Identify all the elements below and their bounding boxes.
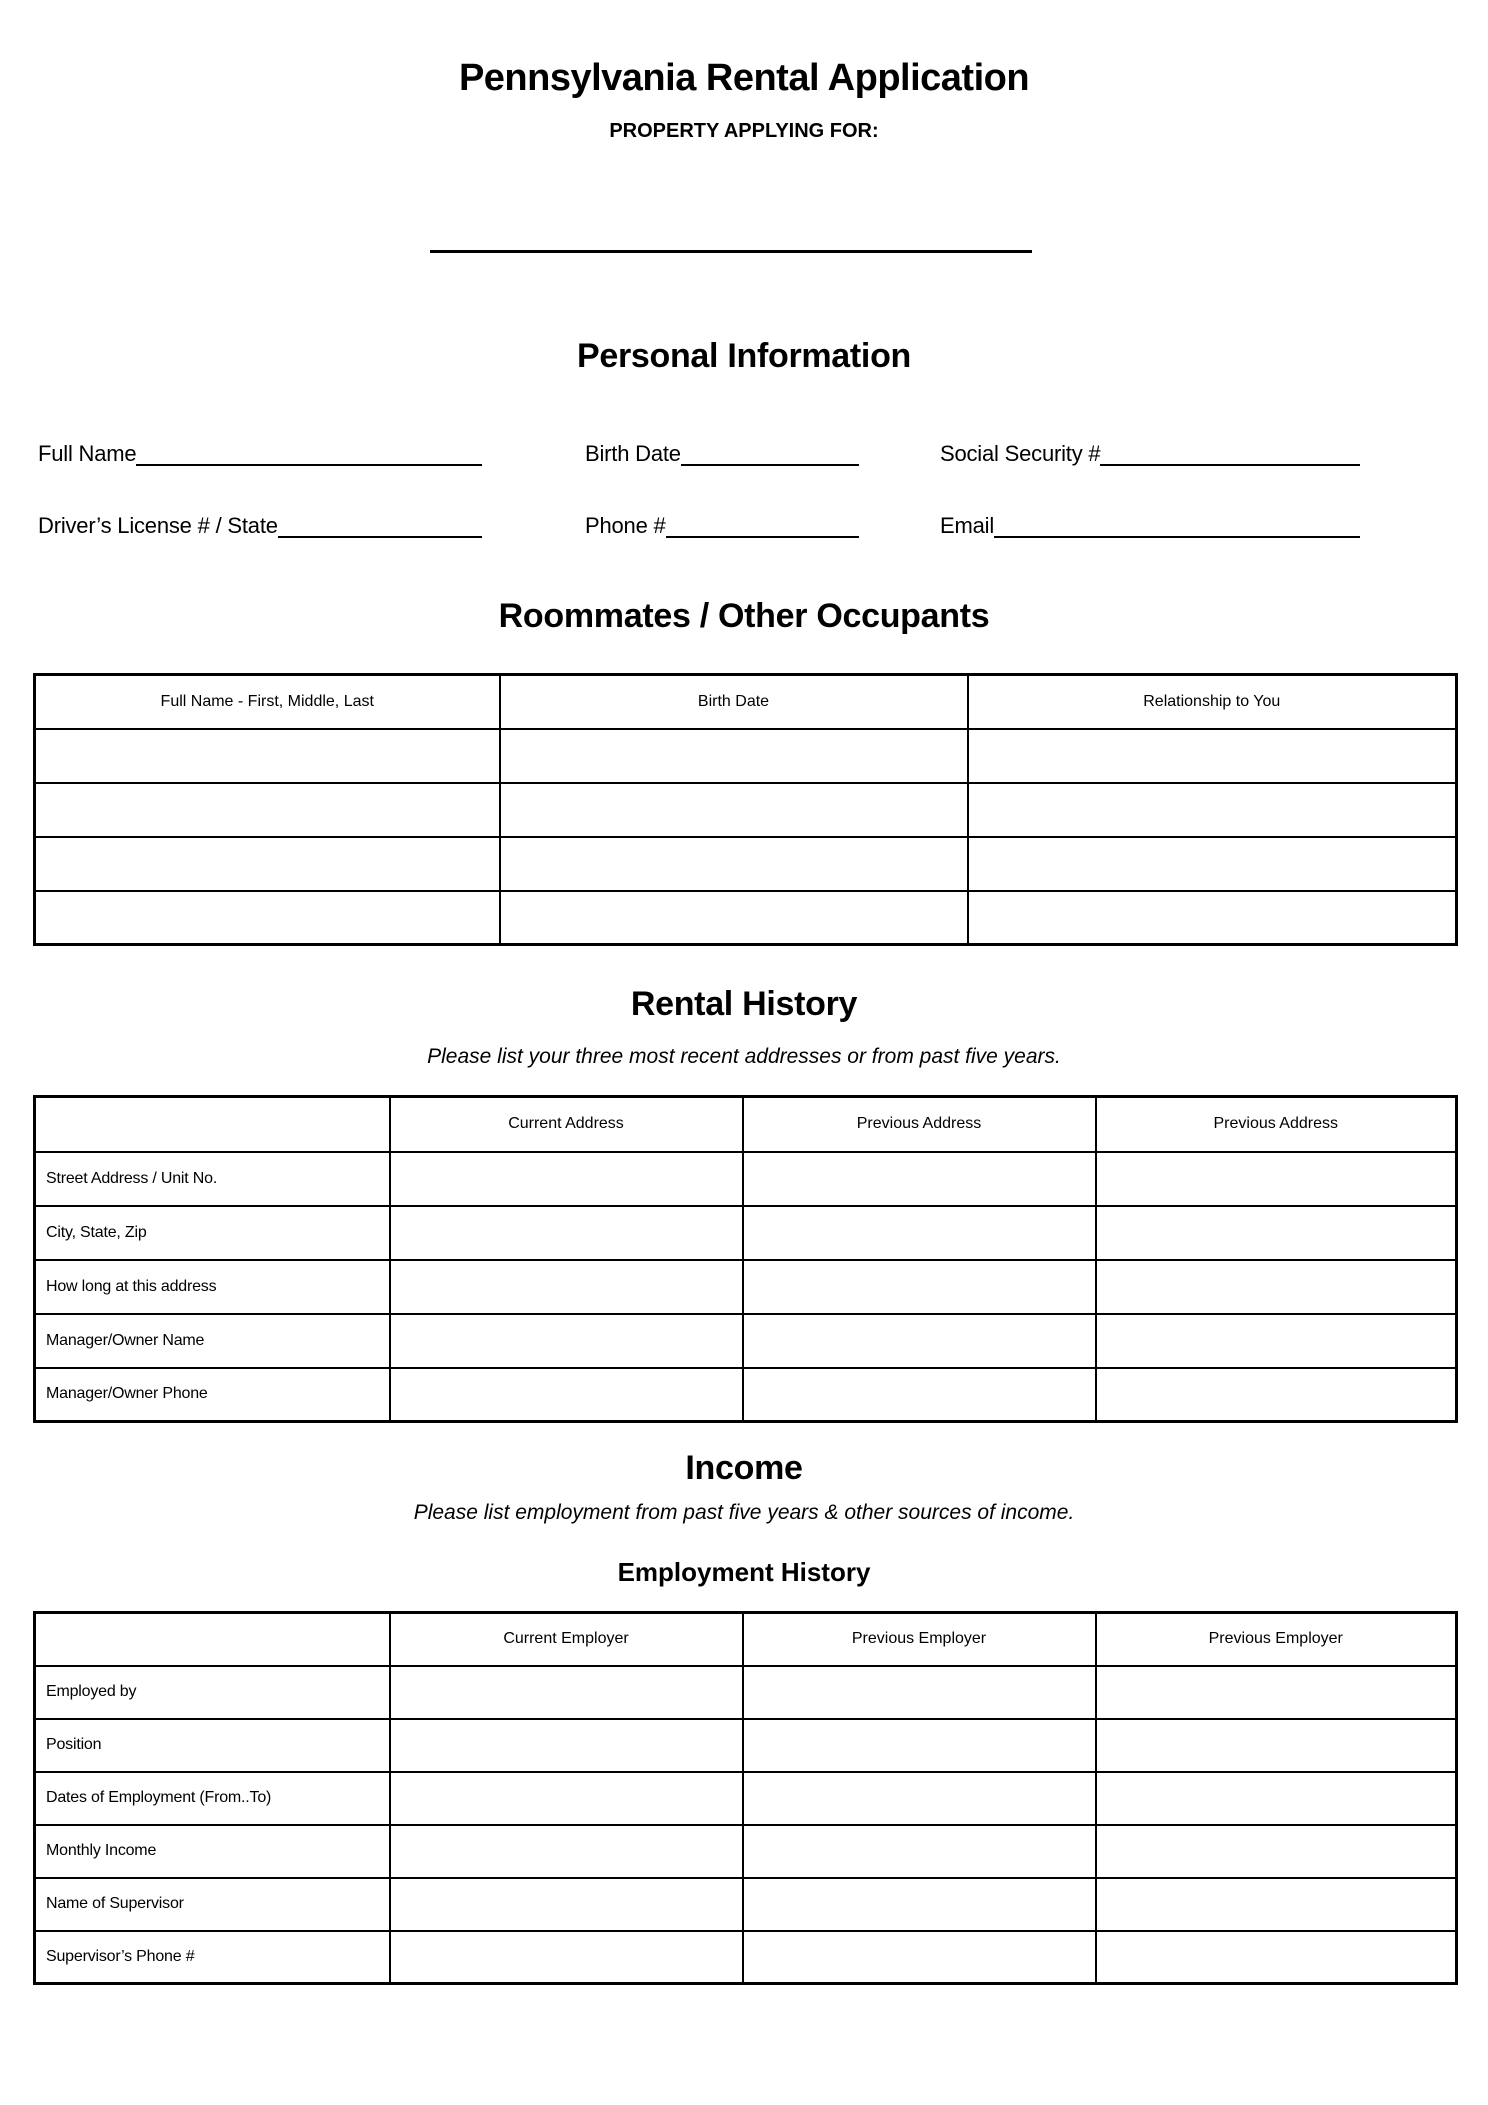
- row-label-manager-phone: Manager/Owner Phone: [35, 1368, 390, 1422]
- employed-by-cell[interactable]: [390, 1666, 743, 1719]
- field-phone: [585, 508, 859, 538]
- manager-name-cell[interactable]: [1096, 1314, 1457, 1368]
- drivers-license-fill-line[interactable]: [278, 506, 482, 538]
- phone-fill-line[interactable]: [666, 506, 859, 538]
- roommates-col-birth-date: Birth Date: [500, 675, 968, 729]
- full-name-fill-line[interactable]: [136, 434, 482, 466]
- section-heading-rental-history: Rental History: [630, 985, 858, 1023]
- sub-heading-employment-history: Employment History: [617, 1557, 871, 1587]
- roommate-birth-date-cell[interactable]: [500, 837, 968, 891]
- employed-by-cell[interactable]: [743, 1666, 1096, 1719]
- section-heading-income: Income: [685, 1449, 803, 1487]
- roommate-name-cell[interactable]: [35, 837, 500, 891]
- employment-history-table: [33, 1611, 1458, 1985]
- monthly-income-cell[interactable]: [390, 1825, 743, 1878]
- row-label-supervisor-name: Name of Supervisor: [35, 1878, 390, 1931]
- street-address-cell[interactable]: [743, 1152, 1096, 1206]
- dates-of-employment-cell[interactable]: [390, 1772, 743, 1825]
- field-birth-date: [585, 436, 859, 466]
- row-label-monthly-income: Monthly Income: [35, 1825, 390, 1878]
- phone-label: Phone #: [585, 512, 666, 538]
- manager-phone-cell[interactable]: [390, 1368, 743, 1422]
- supervisor-name-cell[interactable]: [1096, 1878, 1457, 1931]
- employment-col-previous-employer-2: Previous Employer: [1096, 1613, 1457, 1666]
- field-drivers-license: [38, 508, 482, 538]
- email-label: Email: [940, 512, 995, 538]
- rental-history-note: Please list your three most recent addresses or from past five years.: [427, 1045, 1061, 1068]
- city-state-zip-cell[interactable]: [743, 1206, 1096, 1260]
- roommates-table: [33, 673, 1458, 946]
- row-label-manager-name: Manager/Owner Name: [35, 1314, 390, 1368]
- supervisor-name-cell[interactable]: [390, 1878, 743, 1931]
- row-label-street-address: Street Address / Unit No.: [35, 1152, 390, 1206]
- roommates-col-relationship: Relationship to You: [968, 675, 1457, 729]
- row-label-dates-of-employment: Dates of Employment (From..To): [35, 1772, 390, 1825]
- row-label-how-long: How long at this address: [35, 1260, 390, 1314]
- property-applying-label: PROPERTY APPLYING FOR:: [609, 120, 879, 142]
- roommate-name-cell[interactable]: [35, 783, 500, 837]
- roommate-birth-date-cell[interactable]: [500, 729, 968, 783]
- dates-of-employment-cell[interactable]: [743, 1772, 1096, 1825]
- roommate-relationship-cell[interactable]: [968, 783, 1457, 837]
- supervisor-phone-cell[interactable]: [1096, 1931, 1457, 1984]
- employed-by-cell[interactable]: [1096, 1666, 1457, 1719]
- manager-name-cell[interactable]: [390, 1314, 743, 1368]
- supervisor-phone-cell[interactable]: [390, 1931, 743, 1984]
- rental-col-previous-address-2: Previous Address: [1096, 1097, 1457, 1152]
- page-title: Pennsylvania Rental Application: [458, 57, 1030, 99]
- property-fill-line[interactable]: [430, 250, 1032, 253]
- roommate-relationship-cell[interactable]: [968, 729, 1457, 783]
- supervisor-phone-cell[interactable]: [743, 1931, 1096, 1984]
- birth-date-label: Birth Date: [585, 440, 681, 466]
- how-long-cell[interactable]: [390, 1260, 743, 1314]
- row-label-employed-by: Employed by: [35, 1666, 390, 1719]
- field-email: [940, 508, 1360, 538]
- manager-phone-cell[interactable]: [1096, 1368, 1457, 1422]
- monthly-income-cell[interactable]: [743, 1825, 1096, 1878]
- roommate-name-cell[interactable]: [35, 891, 500, 945]
- city-state-zip-cell[interactable]: [390, 1206, 743, 1260]
- row-label-supervisor-phone: Supervisor’s Phone #: [35, 1931, 390, 1984]
- rental-col-current-address: Current Address: [390, 1097, 743, 1152]
- email-fill-line[interactable]: [994, 506, 1360, 538]
- roommates-col-name: Full Name - First, Middle, Last: [35, 675, 500, 729]
- empty-corner-cell: [35, 1613, 390, 1666]
- city-state-zip-cell[interactable]: [1096, 1206, 1457, 1260]
- manager-name-cell[interactable]: [743, 1314, 1096, 1368]
- roommate-relationship-cell[interactable]: [968, 837, 1457, 891]
- row-label-position: Position: [35, 1719, 390, 1772]
- manager-phone-cell[interactable]: [743, 1368, 1096, 1422]
- section-heading-roommates: Roommates / Other Occupants: [498, 597, 990, 635]
- roommate-birth-date-cell[interactable]: [500, 891, 968, 945]
- how-long-cell[interactable]: [743, 1260, 1096, 1314]
- rental-history-table: [33, 1095, 1458, 1423]
- income-note: Please list employment from past five years & other sources of income.: [413, 1501, 1075, 1524]
- social-security-label: Social Security #: [940, 440, 1101, 466]
- dates-of-employment-cell[interactable]: [1096, 1772, 1457, 1825]
- rental-col-previous-address-1: Previous Address: [743, 1097, 1096, 1152]
- employment-col-previous-employer-1: Previous Employer: [743, 1613, 1096, 1666]
- full-name-label: Full Name: [38, 440, 137, 466]
- drivers-license-label: Driver’s License # / State: [38, 512, 278, 538]
- street-address-cell[interactable]: [390, 1152, 743, 1206]
- birth-date-fill-line[interactable]: [681, 434, 859, 466]
- section-heading-personal-information: Personal Information: [576, 337, 912, 375]
- social-security-fill-line[interactable]: [1100, 434, 1360, 466]
- roommate-name-cell[interactable]: [35, 729, 500, 783]
- monthly-income-cell[interactable]: [1096, 1825, 1457, 1878]
- field-social-security: [940, 436, 1360, 466]
- position-cell[interactable]: [1096, 1719, 1457, 1772]
- roommate-relationship-cell[interactable]: [968, 891, 1457, 945]
- street-address-cell[interactable]: [1096, 1152, 1457, 1206]
- roommate-birth-date-cell[interactable]: [500, 783, 968, 837]
- position-cell[interactable]: [390, 1719, 743, 1772]
- employment-col-current-employer: Current Employer: [390, 1613, 743, 1666]
- how-long-cell[interactable]: [1096, 1260, 1457, 1314]
- row-label-city-state-zip: City, State, Zip: [35, 1206, 390, 1260]
- field-full-name: [38, 436, 482, 466]
- empty-corner-cell: [35, 1097, 390, 1152]
- position-cell[interactable]: [743, 1719, 1096, 1772]
- supervisor-name-cell[interactable]: [743, 1878, 1096, 1931]
